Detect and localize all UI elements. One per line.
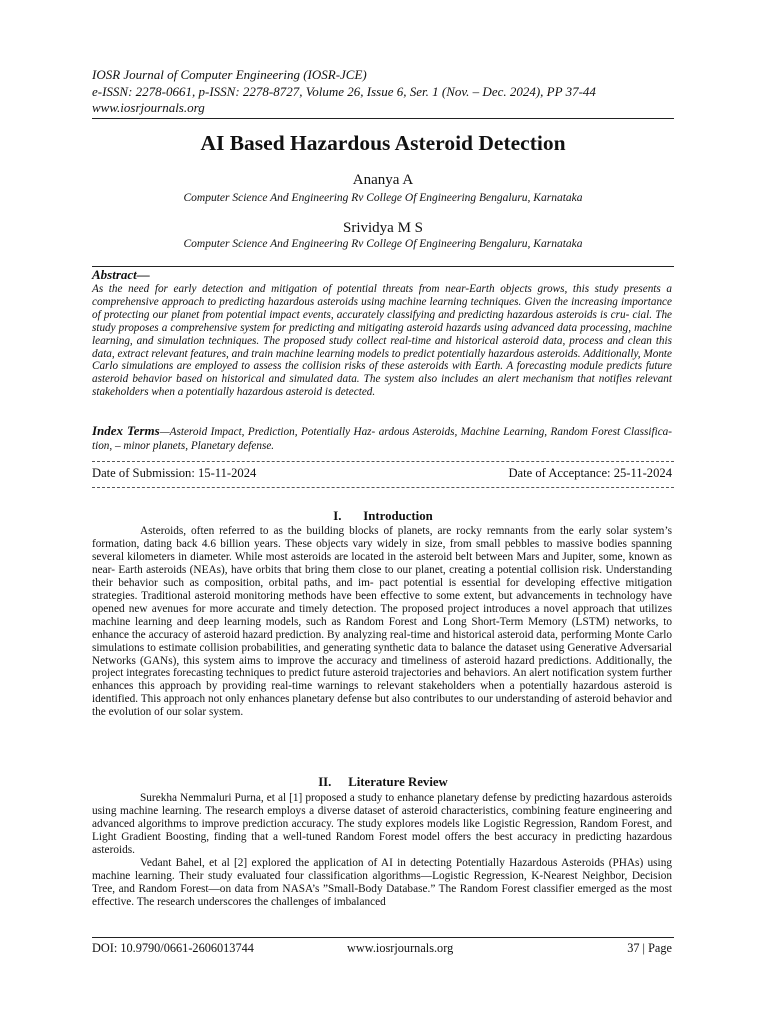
- header-rule: [92, 118, 674, 119]
- footer-website: www.iosrjournals.org: [347, 941, 454, 955]
- paper-title: AI Based Hazardous Asteroid Detection: [200, 131, 566, 155]
- dashed-divider: [92, 487, 674, 488]
- abstract-rule: [92, 266, 674, 267]
- author-affiliation: Computer Science And Engineering Rv College Of Engineering Bengaluru, Karnataka: [183, 238, 583, 250]
- section-title: Introduction: [363, 509, 433, 523]
- dashed-divider: [92, 461, 674, 462]
- paragraph: Asteroids, often referred to as the building blocks of planets, are rocky remnants from the early solar system’s formation, dating back 4.6 billion years. These objects vary widely in size, from small pebbles to massive bodies spanning several kilometers in diameter. While most asteroids are located in the asteroid belt between Mars and Jupiter, some, known as near- Earth asteroids (NEAs), have orbits that bring them close to our planet, creating a potential collision risk. Understanding their behavior such as composition, orbital paths, and im- pact potential is essential for developing effective mitigation strategies. Traditional asteroid monitoring methods have been effective to some extent, but advancements in technology have opened new avenues for more accurate and timely detection. The proposed project introduces a novel approach that utilizes machine learning and deep learning models, such as Random Forest and Long Short-Term Memory (LSTM) networks, to enhance the accuracy of asteroid hazard prediction. By analyzing real-time and historical asteroid data, performing Monte Carlo simulations to estimate collision probabilities, and generating synthetic data to balance the dataset using Generative Adversarial Networks (GANs), this system aims to improve the accuracy and timeliness of asteroid hazard predictions. Additionally, the project integrates forecasting techniques to predict future asteroid trajectories and behaviors. An alert notification system further enhances this approach by providing real-time warnings to relevant stakeholders when a potentially hazardous asteroid is identified. This approach not only enhances planetary defense but also contributes to our understanding of asteroid behavior and the evolution of our solar system.: [92, 525, 672, 719]
- paragraph: Surekha Nemmaluri Purna, et al [1] proposed a study to enhance planetary defense by predicting hazardous asteroids using machine learning. The research employs a diverse dataset of asteroid characteristics, combining feature engineering and advanced algorithms to improve prediction accuracy. The study explores models like Logistic Regression, Random Forest, and Light Gradient Boosting, finding that a well-tuned Random Forest model offers the best accuracy in predicting hazardous asteroids.: [92, 792, 672, 856]
- author-affiliation: Computer Science And Engineering Rv College Of Engineering Bengaluru, Karnataka: [183, 192, 583, 204]
- section-number: I.: [333, 509, 342, 523]
- issn-line: e-ISSN: 2278-0661, p-ISSN: 2278-8727, Volume 26, Issue 6, Ser. 1 (Nov. – Dec. 2024), PP 37-44: [92, 83, 596, 99]
- submission-date: Date of Submission: 15-11-2024: [92, 466, 257, 480]
- section-title: Literature Review: [348, 775, 448, 789]
- author-name: Ananya A: [352, 172, 414, 188]
- acceptance-date: Date of Acceptance: 25-11-2024: [508, 466, 672, 480]
- section-heading: [92, 509, 674, 524]
- page-number: 37 | Page: [627, 941, 672, 955]
- section-body: [92, 792, 672, 909]
- journal-header: [92, 67, 682, 117]
- journal-name: IOSR Journal of Computer Engineering (IOSR-JCE): [92, 67, 367, 82]
- section-heading: [92, 775, 674, 790]
- abstract-heading: Abstract—: [92, 267, 150, 282]
- section-body: [92, 525, 672, 719]
- index-terms-label: Index Terms: [92, 423, 160, 438]
- paragraph: Vedant Bahel, et al [2] explored the application of AI in detecting Potentially Hazardous Asteroids (PHAs) using machine learning. Their study evaluated four classification algorithms—Logistic Regression, K-Nearest Neighbor, Decision Tree, and Random Forest—on data from NASA’s ”Small-Body Database.” The Random Forest classifier emerged as the most effective. The research underscores the challenges of imbalanced: [92, 856, 672, 908]
- author-name: Srividya M S: [342, 220, 423, 236]
- section-number: II.: [318, 775, 332, 789]
- journal-website: www.iosrjournals.org: [92, 100, 205, 115]
- index-terms: [92, 424, 672, 453]
- footer-doi: DOI: 10.9790/0661-2606013744: [92, 941, 254, 955]
- index-terms-text: —Asteroid Impact, Prediction, Potentially Haz- ardous Asteroids, Machine Learning, Random Forest Classifica- tion, – minor planets, Planetary defense.: [92, 426, 673, 452]
- footer-rule: [92, 937, 674, 938]
- abstract-text: As the need for early detection and mitigation of potential threats from near-Earth objects grows, this study presents a comprehensive approach to predicting hazardous asteroids using machine learning techniques. Given the increasing importance of protecting our planet from potential impact events, accurately classifying and predicting hazardous asteroids is cru- cial. The study proposes a comprehensive system for predicting and mitigating asteroid hazards using advanced data processing, machine learning, and simulation techniques. The proposed study collect real-time and historical asteroid data, process and clean this data, extract relevant features, and train machine learning models to predict potentially hazardous asteroids. Additionally, Monte Carlo simulations are employed to assess the collision risks of these asteroids with Earth. A forecasting module predicts future asteroid behavior based on historical and simulated data. The system also includes an alert mechanism that notifies relevant stakeholders when a potentially hazardous asteroid is detected.: [92, 283, 672, 399]
